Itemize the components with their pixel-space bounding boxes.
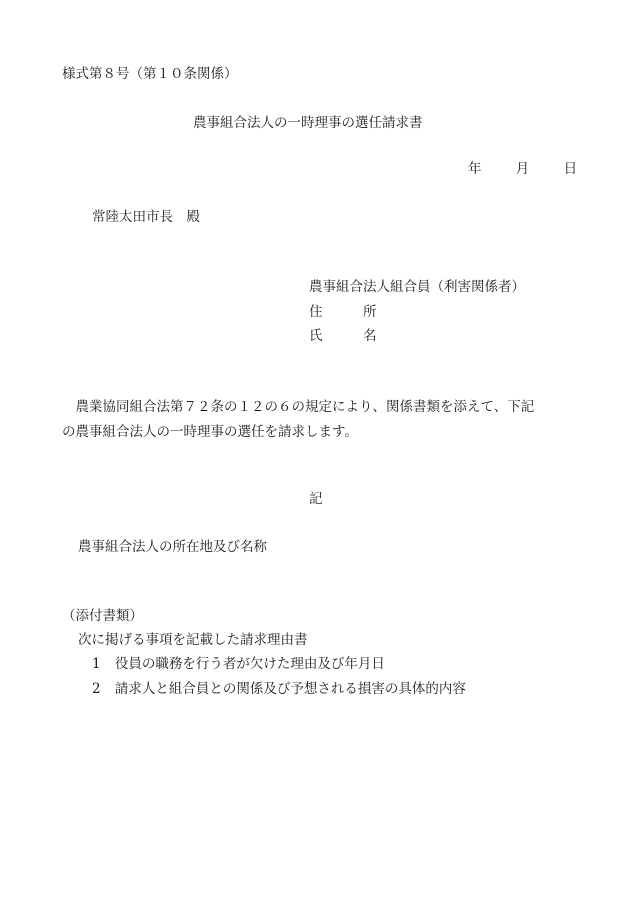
requester-address-label: 住 所 [309,304,377,320]
date-line [468,163,577,177]
form-number: 様式第８号（第１０条関係） [62,66,238,82]
ki-heading: 記 [309,491,323,507]
body-text-line-1: 農業協同組合法第７２条の１２の６の規定により、関係書類を添えて、下記 [62,399,535,415]
attachment-item-number: 1 [92,656,101,672]
addressee: 常陸太田市長 殿 [92,209,200,225]
date-year: 年 [468,161,482,177]
attachments-intro: 次に掲げる事項を記載した請求理由書 [78,632,308,648]
attachment-item-number: 2 [92,681,101,697]
document-title: 農事組合法人の一時理事の選任請求書 [193,115,423,131]
requester-name-label: 氏 名 [309,328,377,344]
requester-role: 農事組合法人組合員（利害関係者） [309,279,525,295]
date-month: 月 [515,161,530,177]
attachment-item [92,658,385,672]
corporation-location-name-item: 農事組合法人の所在地及び名称 [78,539,267,555]
body-text-line-2: の農事組合法人の一時理事の選任を請求します。 [62,424,358,440]
attachments-heading: （添付書類） [62,608,143,624]
date-day: 日 [563,161,578,177]
attachment-item-text: 請求人と組合員との関係及び予想される損害の具体的内容 [114,681,466,697]
attachment-item-text: 役員の職務を行う者が欠けた理由及び年月日 [114,656,385,672]
attachment-item [92,683,466,697]
